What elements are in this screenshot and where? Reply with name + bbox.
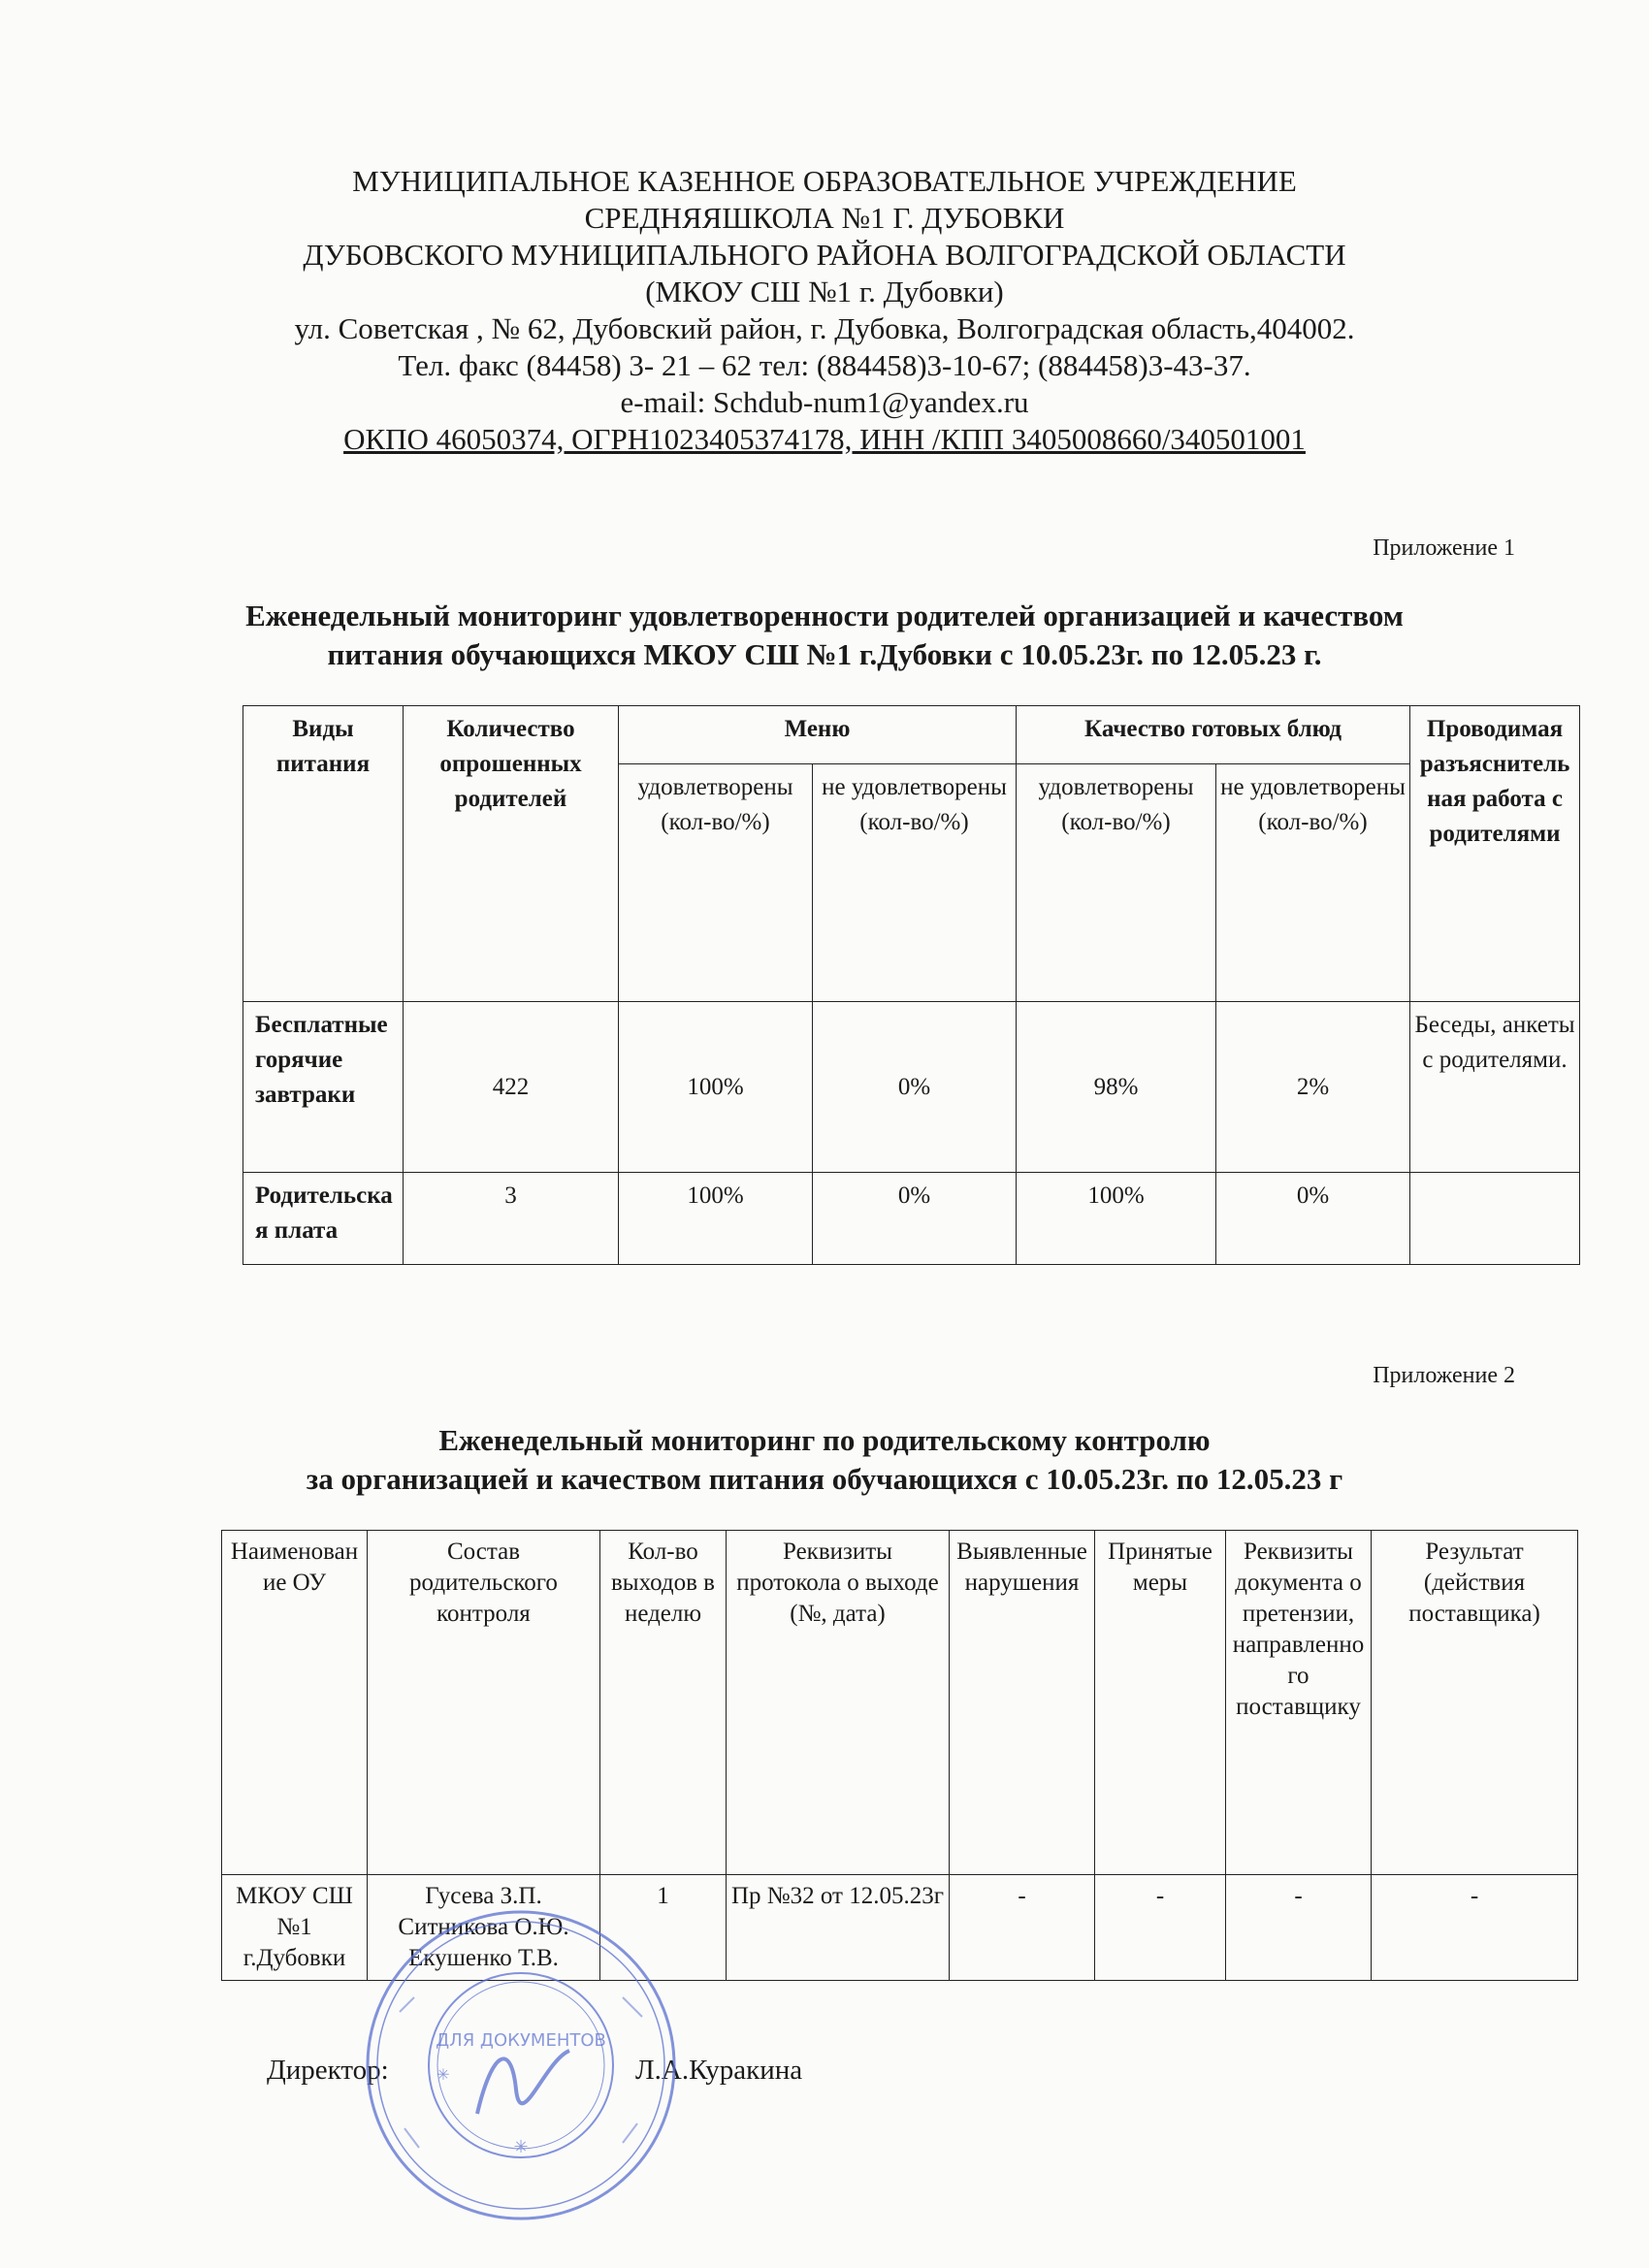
header-address: ул. Советская , № 62, Дубовский район, г. Дубовка, Волгоградская область,404002. [294,311,1355,345]
row-count: 422 [404,1002,619,1173]
header-quality: Качество готовых блюд [1017,706,1410,764]
row-quality-satisfied: 98% [1017,1002,1216,1173]
header-claim: Реквизиты документа о претензии, направленного поставщику [1226,1531,1372,1875]
signature-name: Л.А.Куракина [635,2055,803,2086]
header-result: Результат (действия поставщика) [1372,1531,1578,1875]
header-codes: ОКПО 46050374, ОГРН1023405374178, ИНН /КПП 3405008660/340501001 [343,422,1306,456]
appendix-2-title-line-2: за организацией и качеством питания обучающихся с 10.05.23г. по 12.05.23 г [306,1462,1343,1496]
row-menu-satisfied: 100% [619,1173,813,1265]
table-row [243,1002,1580,1173]
header-members: Состав родительского контроля [368,1531,600,1875]
table-row [243,1173,1580,1265]
header-menu: Меню [619,706,1017,764]
row-claim: - [1226,1875,1372,1981]
header-line-2: СРЕДНЯЯШКОЛА №1 Г. ДУБОВКИ [584,201,1065,235]
header-menu-satisfied: удовлетворены (кол-во/%) [619,764,813,1002]
svg-text:✳: ✳ [513,2137,529,2157]
header-line-1: МУНИЦИПАЛЬНОЕ КАЗЕННОЕ ОБРАЗОВАТЕЛЬНОЕ УЧРЕЖДЕНИЕ [352,164,1297,198]
row-explanatory-work [1410,1173,1580,1265]
header-line-4: (МКОУ СШ №1 г. Дубовки) [645,275,1004,308]
row-menu-unsatisfied: 0% [813,1173,1017,1265]
svg-text:✳: ✳ [436,2065,450,2084]
official-seal-stamp [361,1905,681,2225]
header-visits: Кол-во выходов в неделю [600,1531,727,1875]
row-org: МКОУ СШ №1 г.Дубовки [222,1875,368,1981]
row-quality-unsatisfied: 2% [1216,1002,1410,1173]
row-kind: Родительская плата [243,1173,404,1265]
row-kind: Бесплатные горячие завтраки [243,1002,404,1173]
header-count: Количество опрошенных родителей [404,706,619,1002]
row-protocol: Пр №32 от 12.05.23г [727,1875,950,1981]
appendix-2-title-line-1: Еженедельный мониторинг по родительскому контролю [438,1423,1211,1457]
header-email: e-mail: Schdub-num1@yandex.ru [620,385,1029,419]
member-name: Гусева З.П. [425,1883,542,1909]
row-menu-unsatisfied: 0% [813,1002,1017,1173]
row-result: - [1372,1875,1578,1981]
satisfaction-table [242,705,1580,1265]
header-menu-unsatisfied: не удовлетворены (кол-во/%) [813,764,1017,1002]
header-org: Наименование ОУ [222,1531,368,1875]
row-quality-unsatisfied: 0% [1216,1173,1410,1265]
header-line-3: ДУБОВСКОГО МУНИЦИПАЛЬНОГО РАЙОНА ВОЛГОГРАДСКОЙ ОБЛАСТИ [303,238,1346,272]
appendix-1-title-line-2: питания обучающихся МКОУ СШ №1 г.Дубовки с 10.05.23г. по 12.05.23 г. [327,637,1322,671]
member-name: Екушенко Т.В. [408,1945,559,1971]
row-menu-satisfied: 100% [619,1002,813,1173]
row-quality-satisfied: 100% [1017,1173,1216,1265]
appendix-2-title [0,1421,1649,1499]
header-explanatory-work: Проводимая разъяснительная работа с родителями [1410,706,1580,1002]
letterhead [0,163,1649,458]
signature-role: Директор: [267,2055,389,2086]
row-violations: - [950,1875,1095,1981]
member-name: Ситникова О.Ю. [398,1914,569,1940]
header-violations: Выявленные нарушения [950,1531,1095,1875]
row-measures: - [1095,1875,1226,1981]
stamp-text: ДЛЯ ДОКУМЕНТОВ [436,2030,606,2051]
header-quality-unsatisfied: не удовлетворены (кол-во/%) [1216,764,1410,1002]
header-quality-satisfied: удовлетворены (кол-во/%) [1017,764,1216,1002]
appendix-1-label: Приложение 1 [1373,535,1515,561]
header-phones: Тел. факс (84458) 3- 21 – 62 тел: (884458)3-10-67; (884458)3-43-37. [398,348,1251,382]
appendix-1-title-line-1: Еженедельный мониторинг удовлетворенности родителей организацией и качеством [245,599,1404,632]
header-protocol: Реквизиты протокола о выходе (№, дата) [727,1531,950,1875]
row-count: 3 [404,1173,619,1265]
appendix-1-title [0,597,1649,674]
header-kind: Виды питания [243,706,404,1002]
appendix-2-label: Приложение 2 [1373,1363,1515,1388]
row-visits: 1 [600,1875,727,1981]
row-explanatory-work: Беседы, анкеты с родителями. [1410,1002,1580,1173]
header-measures: Принятые меры [1095,1531,1226,1875]
